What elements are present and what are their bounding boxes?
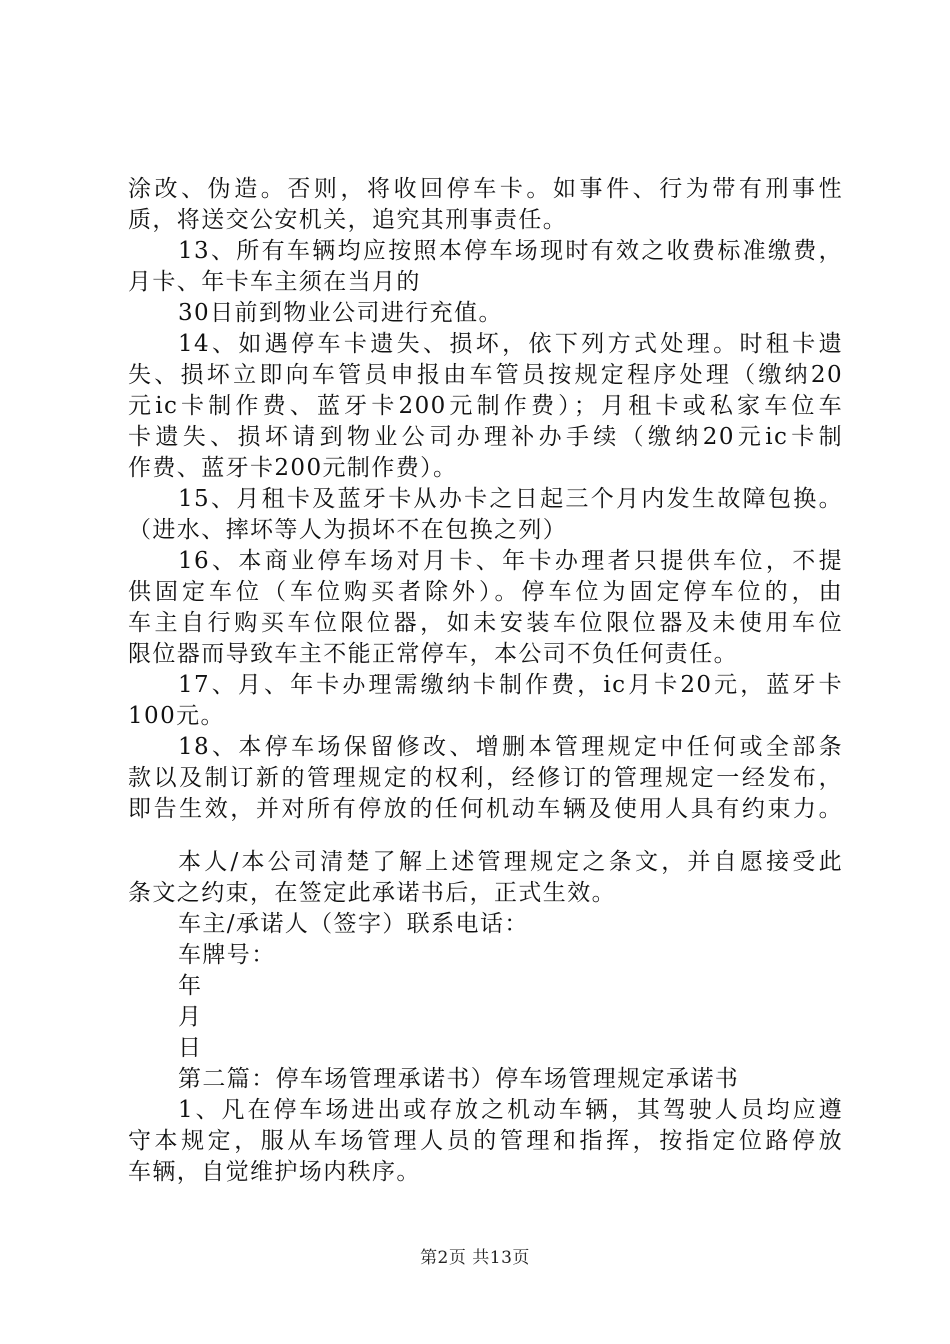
paragraph-17-line: 17、月、年卡办理需缴纳卡制作费，ic月卡20元，蓝牙卡: [178, 672, 843, 698]
paragraph-14-line: 14、如遇停车卡遗失、损坏，依下列方式处理。时租卡遗: [178, 331, 843, 357]
paragraph-15-line: 15、月租卡及蓝牙卡从办卡之日起三个月内发生故障包换。: [178, 486, 843, 512]
text-line: （进水、摔坏等人为损坏不在包换之列）: [128, 517, 568, 543]
text-line: 失、损坏立即向车管员申报由车管员按规定程序处理（缴纳20: [128, 362, 843, 388]
text-line: 30日前到物业公司进行充值。: [178, 300, 503, 326]
text-line: 涂改、伪造。否则，将收回停车卡。如事件、行为带有刑事性: [128, 176, 843, 202]
text-line: 限位器而导致车主不能正常停车，本公司不负任何责任。: [128, 641, 738, 667]
text-line: 车主自行购买车位限位器，如未安装车位限位器及未使用车位: [128, 610, 843, 636]
date-month-label: 月: [178, 1004, 203, 1030]
page-number-footer: 第2页 共13页: [420, 1248, 530, 1268]
document-body: [128, 174, 843, 1188]
text-line: 条文之约束，在签定此承诺书后，正式生效。: [128, 880, 616, 906]
text-line: 供固定车位（车位购买者除外）。停车位为固定停车位的，由: [128, 579, 843, 605]
paragraph-1-line: 1、凡在停车场进出或存放之机动车辆，其驾驶人员均应遵: [178, 1097, 843, 1123]
text-line: 卡遗失、损坏请到物业公司办理补办手续（缴纳20元ic卡制: [128, 424, 843, 450]
paragraph-gap: [128, 825, 843, 847]
plate-number-label: 车牌号：: [178, 942, 276, 968]
text-line: 质，将送交公安机关，追究其刑事责任。: [128, 207, 568, 233]
text-line: 守本规定，服从车场管理人员的管理和指挥，按指定位路停放: [128, 1128, 843, 1154]
paragraph-18-line: 18、本停车场保留修改、增删本管理规定中任何或全部条: [178, 734, 843, 760]
text-line: 元ic卡制作费、蓝牙卡200元制作费）；月租卡或私家车位车: [128, 393, 843, 419]
date-year-label: 年: [178, 973, 203, 999]
date-day-label: 日: [178, 1035, 203, 1061]
text-line: 100元。: [128, 703, 225, 729]
paragraph-13-line: 13、所有车辆均应按照本停车场现时有效之收费标准缴费，: [178, 238, 843, 264]
text-line: 车辆，自觉维护场内秩序。: [128, 1159, 421, 1185]
text-line: 款以及制订新的管理规定的权利，经修订的管理规定一经发布，: [128, 765, 843, 791]
section-heading: 第二篇：停车场管理承诺书）停车场管理规定承诺书: [178, 1066, 740, 1092]
text-line: 作费、蓝牙卡200元制作费）。: [128, 455, 458, 481]
signature-field-label: 车主/承诺人（签字）联系电话：: [178, 911, 529, 937]
text-line: 即告生效，并对所有停放的任何机动车辆及使用人具有约束力。: [128, 796, 843, 822]
pledge-line: 本人/本公司清楚了解上述管理规定之条文，并自愿接受此: [178, 849, 843, 875]
paragraph-16-line: 16、本商业停车场对月卡、年卡办理者只提供车位，不提: [178, 548, 843, 574]
text-line: 月卡、年卡车主须在当月的: [128, 269, 421, 295]
